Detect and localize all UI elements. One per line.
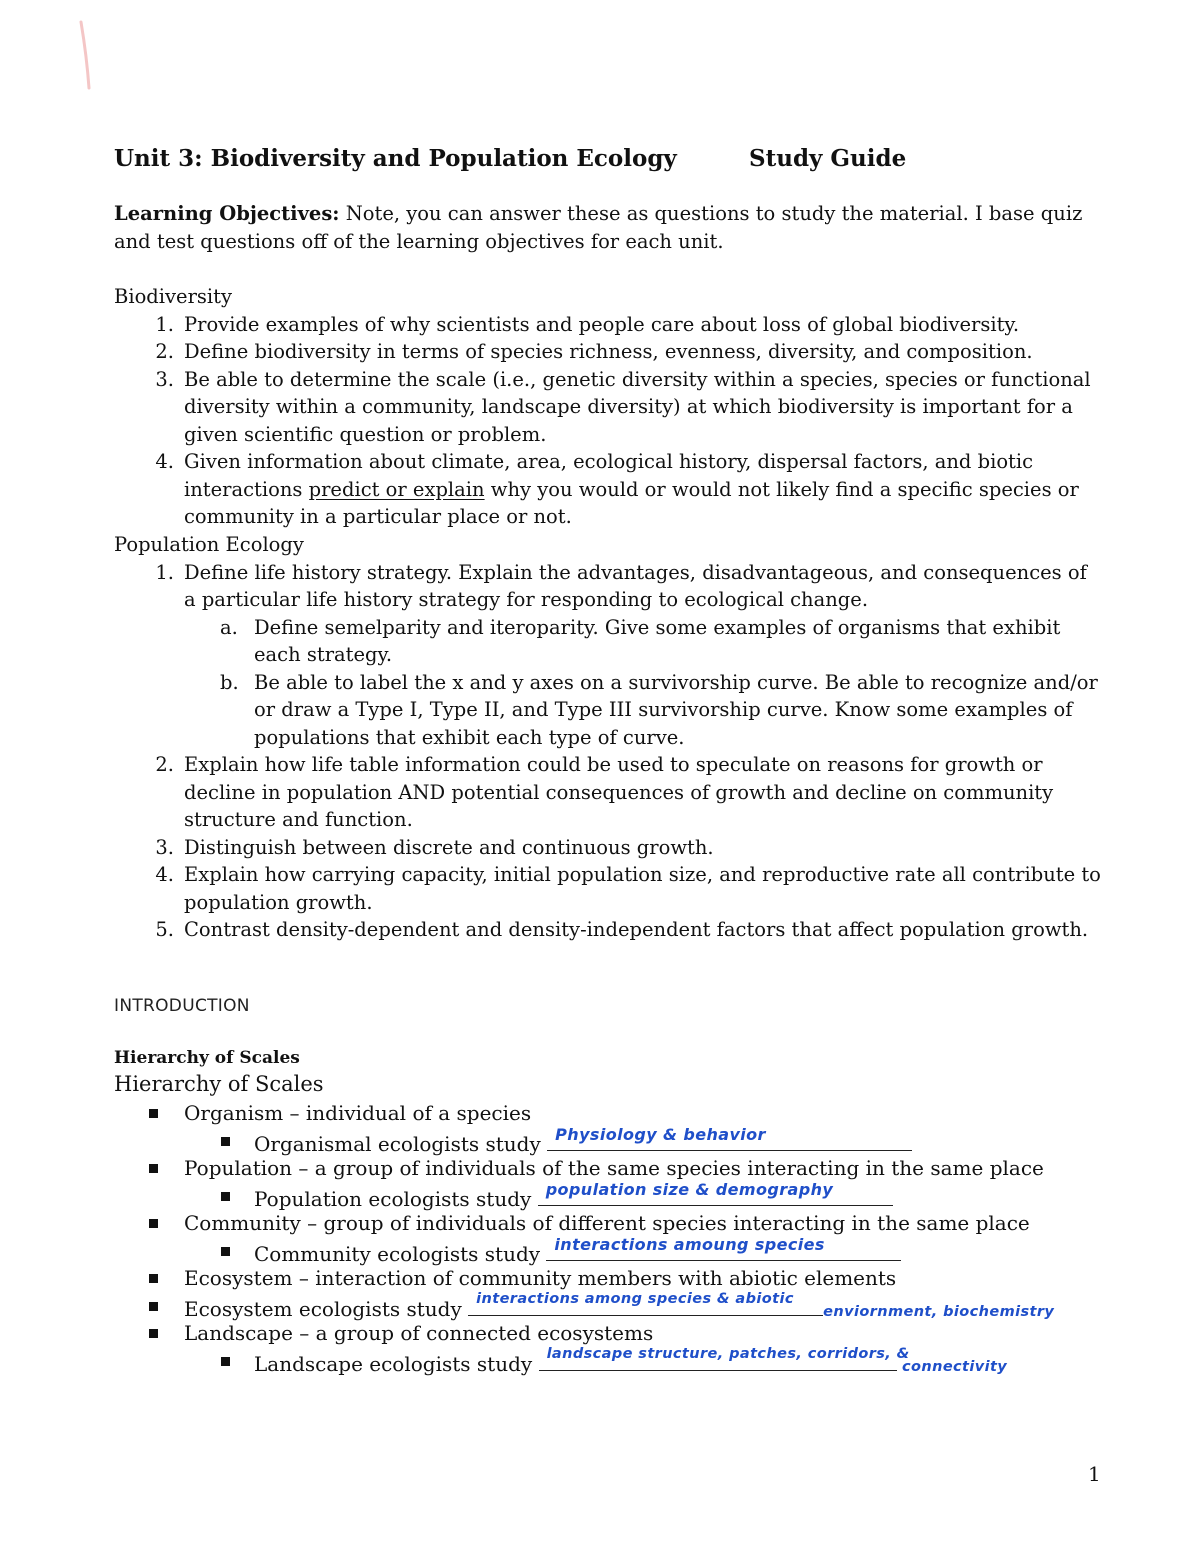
answer-blank[interactable] [539,1346,910,1371]
population-ecology-heading: Population Ecology [114,533,304,556]
underlined-phrase: predict or explain [308,477,485,501]
bullet-text: Ecosystem ecologists study [184,1296,469,1321]
sub-list [184,614,1104,752]
sub-item-text: Be able to label the x and y axes on a survivorship curve. Be able to recognize and/or or draw a Type I, Type II, and Type III survivorship curve. Know some examples of populations that exhibit each type of curve. [254,670,1098,749]
biodiversity-list [114,311,1099,531]
bullet-text: Community ecologists study [254,1241,547,1266]
item-number: 2. [155,753,174,776]
handwritten-answer: interactions among species & abiotic [476,1291,794,1307]
hierarchy-heading: Hierarchy of Scales [114,1072,324,1096]
answer-blank[interactable] [546,1235,901,1261]
item-number: 5. [155,918,174,941]
population-ecology-section [114,531,1104,944]
item-number: 4. [155,863,174,886]
list-item [114,861,1104,916]
bullet-text: Population – a group of individuals of the same species interacting in the same place [184,1156,1044,1180]
square-bullet-icon [221,1192,230,1201]
answer-blank[interactable] [547,1125,912,1151]
list-item [114,834,1104,862]
learning-objectives-paragraph [114,200,1104,255]
population-list [114,559,1104,944]
sub-item-letter: a. [220,615,238,639]
bullet-text: Population ecologists study [254,1186,538,1211]
bullet-text: Organismal ecologists study [254,1131,548,1156]
bullet-landscape-study [114,1348,1164,1376]
list-item [114,366,1099,449]
item-number: 3. [155,367,174,391]
square-bullet-icon [221,1357,230,1366]
list-item [114,916,1104,944]
bullet-text: Ecosystem – interaction of community members with abiotic elements [184,1266,897,1290]
list-item [114,311,1099,339]
item-text: Define life history strategy. Explain the advantages, disadvantageous, and consequences of a particular life history strategy for responding to ecological change. [184,560,1087,611]
item-text: Explain how life table information could be used to speculate on reasons for growth or decline in population AND potential consequences of growth and decline on community structure and function. [184,753,1054,831]
list-item [114,448,1099,531]
list-item [114,559,1104,752]
handwritten-answer: landscape structure, patches, corridors, & [546,1346,910,1362]
item-number: 1. [155,312,174,336]
square-bullet-icon [221,1137,230,1146]
study-guide-label: Study Guide [749,145,907,172]
list-item [114,751,1104,834]
item-text: why you would or would not likely find a specific species or community in a particular place or not. [184,477,1079,528]
bullet-text: Landscape – a group of connected ecosystems [184,1321,654,1345]
handwritten-answer-overflow: connectivity [896,1358,1008,1375]
pink-pen-mark [78,20,92,90]
bullet-community-study [114,1235,1164,1266]
handwritten-answer: interactions amoung species [554,1235,825,1254]
learning-objectives-text: Note, you can answer these as questions to study the material. I base quiz and test questions off of the learning objectives for each unit. [114,202,1083,253]
item-number: 4. [155,450,174,473]
sub-list-item [184,614,1104,669]
item-text: Contrast density-dependent and density-independent factors that affect population growth. [184,918,1089,941]
item-number: 1. [155,560,174,584]
page-number: 1 [1088,1462,1101,1486]
square-bullet-icon [149,1274,158,1283]
bullet-text: Community – group of individuals of different species interacting in the same place [184,1211,1030,1235]
answer-blank[interactable] [468,1293,823,1316]
sub-list-item [184,669,1104,752]
bullet-organism-study [114,1125,1164,1156]
introduction-heading: INTRODUCTION [114,996,250,1016]
sub-item-letter: b. [220,670,239,694]
learning-objectives-label: Learning Objectives: [114,202,340,225]
square-bullet-icon [149,1164,158,1173]
handwritten-answer-overflow: enviornment, biochemistry [823,1303,1055,1320]
hierarchy-bullet-list [114,1100,1164,1375]
handwritten-answer: population size & demography [545,1180,834,1199]
item-number: 2. [155,340,174,363]
item-text: Explain how carrying capacity, initial population size, and reproductive rate all contribute to population growth. [184,863,1101,914]
answer-blank[interactable] [538,1180,893,1206]
unit-title: Unit 3: Biodiversity and Population Ecology [114,145,677,172]
sub-item-text: Define semelparity and iteroparity. Give some examples of organisms that exhibit each strategy. [254,615,1061,666]
hierarchy-subheading: Hierarchy of Scales [114,1048,300,1068]
item-text: Define biodiversity in terms of species richness, evenness, diversity, and composition. [184,340,1033,363]
item-text: Be able to determine the scale (i.e., genetic diversity within a species, species or functional diversity within a community, landscape diversity) at which biodiversity is important for a given scientific question or problem. [184,367,1091,446]
square-bullet-icon [149,1219,158,1228]
square-bullet-icon [149,1329,158,1338]
biodiversity-heading: Biodiversity [114,285,232,308]
item-text: Provide examples of why scientists and people care about loss of global biodiversity. [184,312,1020,336]
item-number: 3. [155,835,174,859]
bullet-text: Landscape ecologists study [254,1351,539,1376]
biodiversity-section [114,283,1099,531]
square-bullet-icon [149,1302,158,1311]
item-text: Given information about climate, area, ecological history, dispersal factors, and biotic interactions [184,450,1034,501]
bullet-text: Organism – individual of a species [184,1101,532,1125]
square-bullet-icon [221,1247,230,1256]
bullet-population-study [114,1180,1164,1211]
square-bullet-icon [149,1109,158,1118]
list-item [114,338,1099,366]
bullet-ecosystem-study [114,1293,1164,1321]
handwritten-answer: Physiology & behavior [555,1125,766,1144]
item-text: Distinguish between discrete and continuous growth. [184,835,714,859]
